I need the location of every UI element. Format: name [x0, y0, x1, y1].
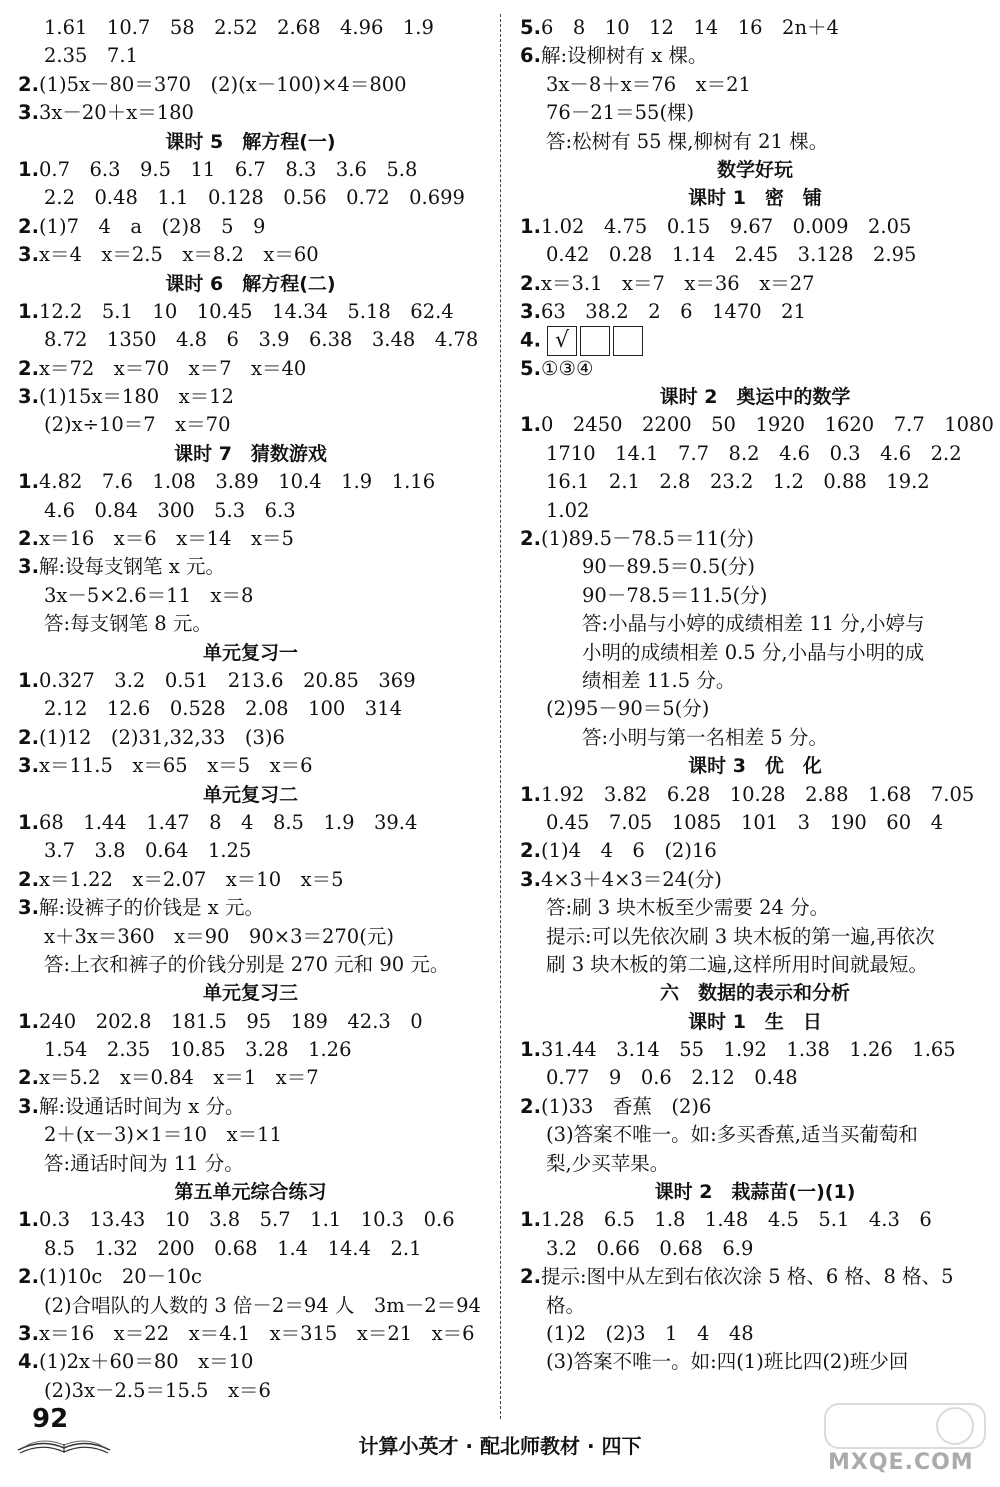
answer-text: x＝3.1 x＝7 x＝36 x＝27: [540, 271, 815, 295]
answer-text: 答:刷 3 块木板至少需要 24 分。: [546, 896, 830, 920]
answer-text: 0.327 3.2 0.51 213.6 20.85 369: [38, 668, 416, 692]
answer-text: (1)4 4 6 (2)16: [540, 839, 717, 863]
answer-line: [18, 71, 483, 99]
question-number: 2.: [520, 527, 541, 551]
answer-line: [18, 213, 483, 241]
answer-text: 0.7 6.3 9.5 11 6.7 8.3 3.6 5.8: [38, 157, 418, 181]
answer-line: [18, 1064, 483, 1092]
answer-line: [520, 213, 990, 241]
answer-text: 90－78.5＝11.5(分): [582, 583, 768, 607]
answer-text: 2＋(x－3)×1＝10 x＝11: [44, 1123, 282, 1147]
answer-line: [18, 468, 483, 496]
answer-text: x＝16 x＝22 x＝4.1 x＝315 x＝21 x＝6: [38, 1321, 475, 1345]
answer-text: 刷 3 块木板的第二遍,这样所用时间就最短。: [546, 952, 929, 976]
answer-line: [520, 99, 990, 127]
answer-text: 1.02 4.75 0.15 9.67 0.009 2.05: [540, 214, 912, 238]
question-number: 2.: [18, 72, 39, 96]
section-heading: 第五单元综合练习: [174, 1181, 327, 1204]
answer-line: [18, 923, 483, 951]
answer-line: [18, 1348, 483, 1376]
answer-line: [520, 298, 990, 326]
answer-line: [520, 553, 990, 581]
answer-line: [18, 1263, 483, 1291]
page-number: 92: [32, 1404, 69, 1434]
question-number: 2.: [520, 1265, 541, 1289]
answer-line: [18, 525, 483, 553]
answer-text: 答:小晶与小婷的成绩相差 11 分,小婷与: [582, 612, 925, 636]
answer-line: [18, 1206, 483, 1234]
section-heading: 单元复习一: [202, 641, 298, 664]
answer-text: 绩相差 11.5 分。: [582, 668, 736, 692]
question-number: 1.: [520, 214, 541, 238]
answer-line: [520, 14, 990, 42]
answer-text: 解:设每支钢笔 x 元。: [38, 555, 225, 579]
answer-text: ①③④: [540, 356, 594, 380]
answer-text: 提示:图中从左到右依次涂 5 格、6 格、8 格、5: [540, 1265, 954, 1289]
answer-line: [18, 1121, 483, 1149]
question-number: 1.: [18, 668, 39, 692]
question-number: 4.: [520, 328, 541, 352]
answer-line: [520, 1263, 990, 1291]
answer-line: [520, 781, 990, 809]
answer-line: [520, 355, 990, 383]
question-number: 3.: [18, 754, 39, 778]
answer-line: [520, 1206, 990, 1234]
answer-line: [520, 326, 990, 354]
answer-text: 8.5 1.32 200 0.68 1.4 14.4 2.1: [44, 1236, 422, 1260]
question-number: 2.: [520, 1094, 541, 1118]
answer-text: 6 8 10 12 14 16 2n＋4: [540, 16, 839, 39]
question-number: 3.: [18, 896, 39, 920]
answer-text: (2)x÷10＝7 x＝70: [44, 413, 231, 437]
answer-line: [520, 837, 990, 865]
answer-line: [520, 866, 990, 894]
answer-text: 小明的成绩相差 0.5 分,小晶与小明的成: [582, 640, 925, 664]
answer-text: 解:设通话时间为 x 分。: [38, 1094, 245, 1118]
answer-line: [520, 270, 990, 298]
question-number: 1.: [18, 1009, 39, 1033]
question-number: 1.: [520, 1038, 541, 1062]
answer-line: [520, 440, 990, 468]
section-heading: 课时 2 栽蒜苗(一)(1): [654, 1181, 856, 1204]
answer-text: x＝1.22 x＝2.07 x＝10 x＝5: [38, 867, 344, 891]
answer-text: x＝16 x＝6 x＝14 x＝5: [38, 527, 294, 551]
question-number: 1.: [18, 299, 39, 323]
answer-line: [18, 837, 483, 865]
section-heading: 课时 1 密 铺: [688, 187, 822, 210]
answer-line: [520, 582, 990, 610]
answer-line: [18, 1235, 483, 1263]
answer-line: [520, 497, 990, 525]
answer-line: [520, 1064, 990, 1092]
answer-line: [18, 184, 483, 212]
answer-text: 提示:可以先依次刷 3 块木板的第一遍,再依次: [546, 924, 935, 948]
question-number: 1.: [18, 470, 39, 494]
answer-text: (1)12 (2)31,32,33 (3)6: [38, 725, 285, 749]
answer-text: (1)89.5－78.5＝11(分): [540, 527, 754, 551]
answer-line: [18, 1036, 483, 1064]
answer-text: 0 2450 2200 50 1920 1620 7.7 1080: [540, 413, 994, 437]
answer-line: [520, 1320, 990, 1348]
answer-line: [18, 1377, 483, 1405]
answer-text: (1)15x＝180 x＝12: [38, 385, 234, 409]
section-heading: 课时 2 奥运中的数学: [659, 386, 851, 409]
question-number: 5.: [520, 356, 541, 380]
question-number: 1.: [520, 413, 541, 437]
answer-line: [520, 42, 990, 70]
answer-line: [18, 241, 483, 269]
answer-line: [520, 1150, 990, 1178]
question-number: 1.: [520, 1208, 541, 1232]
answer-text: 解:设柳树有 x 棵。: [540, 44, 708, 68]
answer-line: [520, 894, 990, 922]
section-heading: 课时 3 优 化: [688, 755, 822, 778]
answer-line: [18, 667, 483, 695]
answer-text: 1.54 2.35 10.85 3.28 1.26: [44, 1038, 352, 1062]
answer-line: [520, 1121, 990, 1149]
answer-line: [520, 1235, 990, 1263]
answer-text: 格。: [546, 1293, 586, 1317]
answer-line: [520, 241, 990, 269]
answer-text: 4.82 7.6 1.08 3.89 10.4 1.9 1.16: [38, 470, 436, 494]
answer-line: [18, 99, 483, 127]
answer-text: 答:松树有 55 棵,柳树有 21 棵。: [546, 129, 829, 153]
question-number: 2.: [18, 1265, 39, 1289]
question-number: 2.: [18, 527, 39, 551]
answer-line: [18, 1292, 483, 1320]
question-number: 1.: [18, 810, 39, 834]
answer-line: [520, 411, 994, 439]
answer-text: 1.28 6.5 1.8 1.48 4.5 5.1 4.3 6: [540, 1208, 932, 1232]
answer-line: [520, 1292, 990, 1320]
answer-text: 90－89.5＝0.5(分): [582, 555, 755, 579]
answer-text: (1)2x＋60＝80 x＝10: [38, 1350, 254, 1374]
answer-text: 0.42 0.28 1.14 2.45 3.128 2.95: [546, 243, 917, 267]
question-number: 2.: [520, 271, 541, 295]
answer-text: 76－21＝55(棵): [546, 101, 695, 125]
answer-box: [580, 326, 610, 356]
answer-text: 3x－8＋x＝76 x＝21: [546, 72, 751, 96]
question-number: 1.: [18, 1208, 39, 1232]
answer-line: [18, 156, 483, 184]
answer-text: x＝5.2 x＝0.84 x＝1 x＝7: [38, 1066, 319, 1090]
question-number: 6.: [520, 44, 541, 68]
answer-text: 答:通话时间为 11 分。: [44, 1151, 244, 1175]
answer-line: [18, 695, 483, 723]
answer-line: [520, 71, 990, 99]
answer-text: (2)3x－2.5＝15.5 x＝6: [44, 1378, 271, 1402]
answer-text: 2.12 12.6 0.528 2.08 100 314: [44, 697, 403, 721]
question-number: 2.: [520, 839, 541, 863]
answer-text: 3x－5×2.6＝11 x＝8: [44, 583, 254, 607]
section-heading: 数学好玩: [716, 158, 793, 181]
answer-line: [18, 298, 483, 326]
answer-line: [520, 525, 990, 553]
question-number: 3.: [18, 385, 39, 409]
left-column: [18, 14, 483, 1405]
answer-text: 4.6 0.84 300 5.3 6.3: [44, 498, 296, 522]
answer-text: (2)合唱队的人数的 3 倍－2＝94 人 3m－2＝94: [44, 1293, 481, 1317]
section-heading: 单元复习二: [202, 783, 298, 806]
answer-line: [520, 610, 990, 638]
answer-text: 2.2 0.48 1.1 0.128 0.56 0.72 0.699: [44, 186, 465, 210]
answer-box: [613, 326, 643, 356]
question-number: 3.: [18, 243, 39, 267]
answer-text: 8.72 1350 4.8 6 3.9 6.38 3.48 4.78: [44, 328, 479, 352]
answer-line: [18, 383, 483, 411]
answer-line: [520, 695, 990, 723]
answer-text: 梨,少买苹果。: [546, 1151, 670, 1175]
section-heading: 课时 1 生 日: [688, 1010, 822, 1033]
answer-text: 解:设裤子的价钱是 x 元。: [38, 896, 264, 920]
answer-text: (1)10c 20－10c: [38, 1265, 202, 1289]
answer-line: [520, 639, 990, 667]
answer-boxes: [547, 326, 646, 356]
answer-text: 2.35 7.1: [44, 44, 138, 68]
answer-text: 0.3 13.43 10 3.8 5.7 1.1 10.3 0.6: [38, 1208, 455, 1232]
question-number: 3.: [520, 867, 541, 891]
question-number: 3.: [18, 555, 39, 579]
answer-line: [18, 42, 483, 70]
answer-text: 4×3＋4×3＝24(分): [540, 867, 722, 891]
right-column: [520, 14, 994, 1377]
answer-line: [18, 894, 483, 922]
answer-text: (3)答案不唯一。如:多买香蕉,适当买葡萄和: [546, 1123, 918, 1147]
answer-line: [18, 326, 483, 354]
answer-box: √: [547, 326, 577, 356]
answer-line: [18, 497, 483, 525]
question-number: 2.: [18, 1066, 39, 1090]
answer-line: [520, 923, 990, 951]
answer-text: 1.02: [546, 498, 590, 522]
answer-line: [18, 355, 483, 383]
question-number: 3.: [18, 1321, 39, 1345]
answer-text: 3.2 0.66 0.68 6.9: [546, 1236, 754, 1260]
answer-text: 3x－20＋x＝180: [38, 101, 194, 125]
page-footer: 计算小英才 · 配北师教材 · 四下: [358, 1434, 642, 1458]
question-number: 3.: [18, 1094, 39, 1118]
answer-line: [18, 1150, 483, 1178]
answer-text: 1.61 10.7 58 2.52 2.68 4.96 1.9: [44, 16, 434, 39]
answer-text: 0.77 9 0.6 2.12 0.48: [546, 1066, 798, 1090]
answer-text: 3.7 3.8 0.64 1.25: [44, 839, 252, 863]
answer-text: (3)答案不唯一。如:四(1)班比四(2)班少回: [546, 1350, 909, 1374]
answer-line: [18, 752, 483, 780]
answer-line: [520, 1348, 990, 1376]
answer-line: [520, 951, 990, 979]
section-heading: 课时 5 解方程(一): [165, 130, 336, 153]
question-number: 2.: [18, 214, 39, 238]
question-number: 3.: [520, 299, 541, 323]
answer-text: x＝72 x＝70 x＝7 x＝40: [38, 356, 307, 380]
answer-line: [18, 582, 483, 610]
answer-text: (2)95－90＝5(分): [546, 697, 710, 721]
question-number: 4.: [18, 1350, 39, 1374]
answer-line: [520, 1093, 990, 1121]
answer-line: [18, 1008, 483, 1036]
question-number: 2.: [18, 356, 39, 380]
answer-text: 68 1.44 1.47 8 4 8.5 1.9 39.4: [38, 810, 418, 834]
question-number: 3.: [18, 101, 39, 125]
answer-line: [520, 667, 990, 695]
answer-line: [18, 1320, 483, 1348]
answer-text: 1710 14.1 7.7 8.2 4.6 0.3 4.6 2.2: [546, 441, 962, 465]
question-number: 1.: [18, 157, 39, 181]
answer-line: [520, 128, 990, 156]
answer-text: 答:上衣和裤子的价钱分别是 270 元和 90 元。: [44, 952, 450, 976]
answer-line: [520, 809, 990, 837]
answer-text: 答:小明与第一名相差 5 分。: [582, 725, 828, 749]
section-heading: 课时 7 猜数游戏: [174, 442, 327, 465]
section-heading: 六 数据的表示和分析: [659, 982, 850, 1005]
question-number: 5.: [520, 16, 541, 39]
answer-text: 答:每支钢笔 8 元。: [44, 612, 212, 636]
question-number: 2.: [18, 725, 39, 749]
answer-line: [520, 468, 990, 496]
answer-text: 63 38.2 2 6 1470 21: [540, 299, 806, 323]
question-number: 1.: [520, 782, 541, 806]
answer-line: [520, 1036, 990, 1064]
answer-text: x＝4 x＝2.5 x＝8.2 x＝60: [38, 243, 319, 267]
answer-line: [18, 809, 483, 837]
answer-text: x＝11.5 x＝65 x＝5 x＝6: [38, 754, 313, 778]
question-number: 2.: [18, 867, 39, 891]
answer-line: [18, 1093, 483, 1121]
answer-text: (1)5x－80＝370 (2)(x－100)×4＝800: [38, 72, 407, 96]
answer-text: 16.1 2.1 2.8 23.2 1.2 0.88 19.2: [546, 470, 930, 494]
answer-text: (1)7 4 a (2)8 5 9: [38, 214, 266, 238]
answer-text: 31.44 3.14 55 1.92 1.38 1.26 1.65: [540, 1038, 956, 1062]
watermark-text: MXQE.COM: [828, 1450, 974, 1475]
answer-text: 240 202.8 181.5 95 189 42.3 0: [38, 1009, 423, 1033]
section-heading: 课时 6 解方程(二): [165, 272, 336, 295]
answer-text: (1)33 香蕉 (2)6: [540, 1094, 712, 1118]
answer-text: 1.92 3.82 6.28 10.28 2.88 1.68 7.05: [540, 782, 975, 806]
answer-line: [18, 866, 483, 894]
answer-line: [520, 724, 990, 752]
answer-line: [18, 951, 483, 979]
answer-line: [18, 14, 483, 42]
answer-text: x＋3x＝360 x＝90 90×3＝270(元): [44, 924, 394, 948]
answer-text: 12.2 5.1 10 10.45 14.34 5.18 62.4: [38, 299, 454, 323]
answer-line: [18, 724, 483, 752]
answer-line: [18, 411, 483, 439]
answer-text: 0.45 7.05 1085 101 3 190 60 4: [546, 810, 944, 834]
section-heading: 单元复习三: [202, 982, 298, 1005]
answer-text: (1)2 (2)3 1 4 48: [546, 1321, 754, 1345]
answer-line: [18, 610, 483, 638]
column-divider: [500, 14, 501, 1419]
answer-line: [18, 553, 483, 581]
